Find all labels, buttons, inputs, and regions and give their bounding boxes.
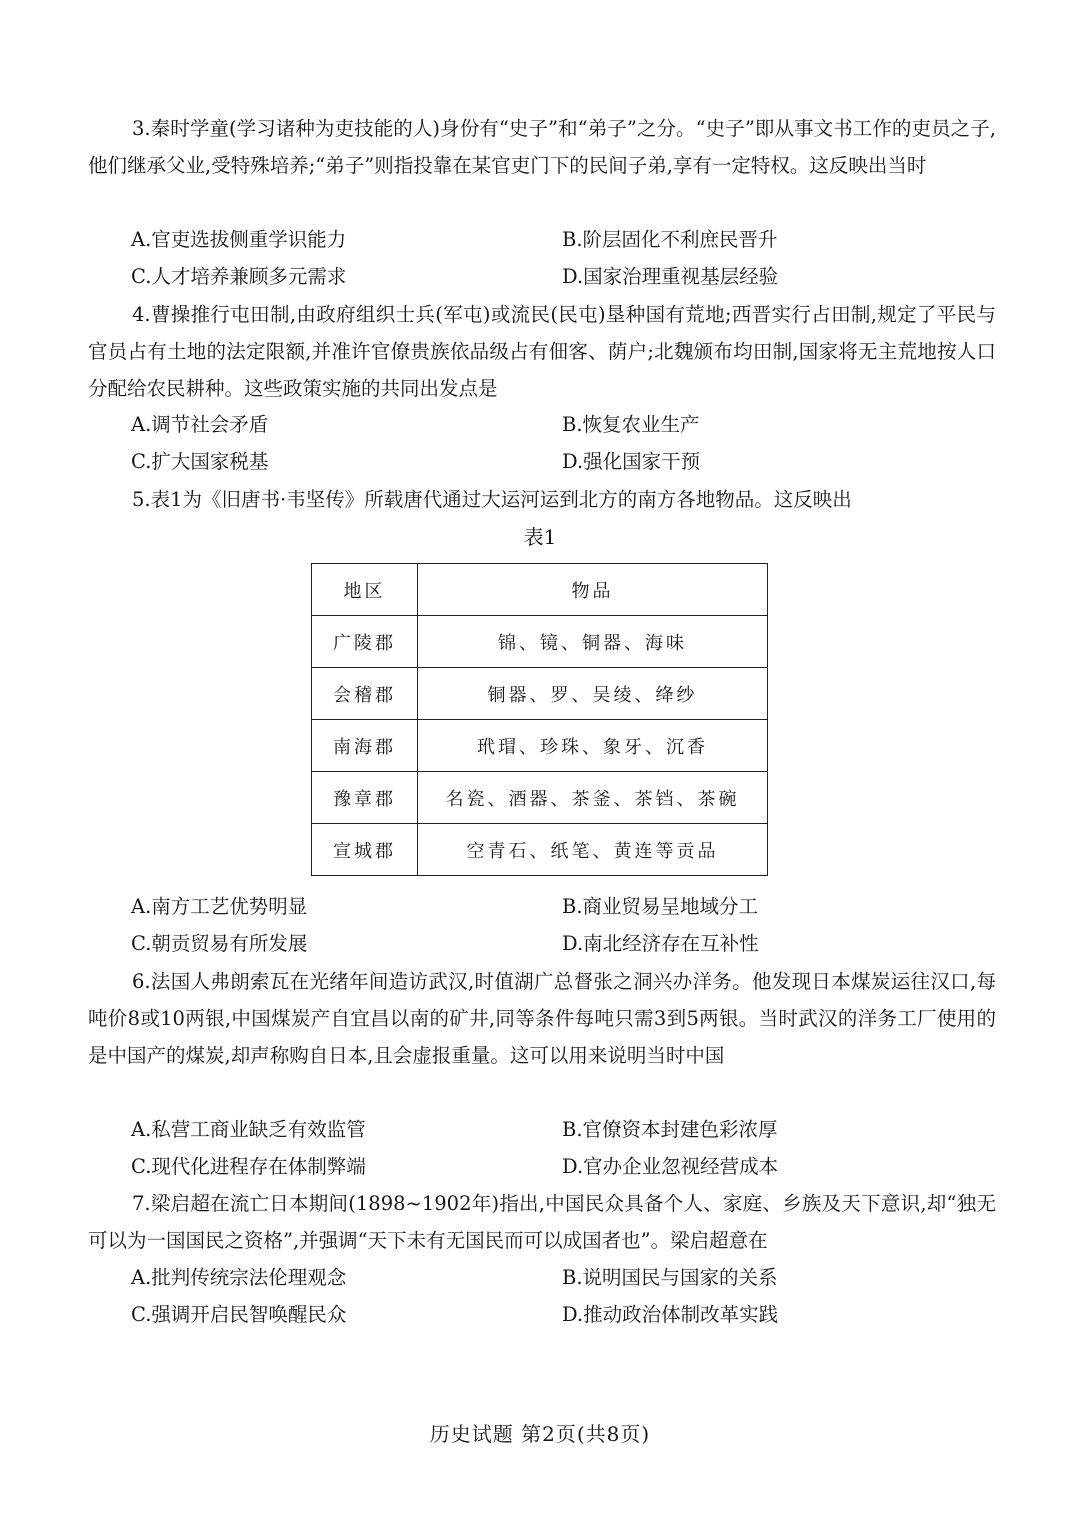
goods-table [311,563,768,876]
option-a: A.南方工艺优势明显 [131,895,308,918]
question-7-options [131,1259,1011,1333]
table-row [312,616,768,668]
question-5-options [131,888,1011,962]
table-cell-goods: 玳瑁、珍珠、象牙、沉香 [418,720,768,772]
option-c: C.人才培养兼顾多元需求 [131,265,347,288]
question-3-text: 3.秦时学童(学习诸种为吏技能的人)身份有“史子”和“弟子”之分。“史子”即从事文书工作的吏员之子,他们继承父业,受特殊培养;“弟子”则指投靠在某官吏门下的民间子弟,享有一定特权。这反映出当时 [88,117,996,177]
question-3-options [131,221,1011,295]
table-row [312,772,768,824]
table-row [312,668,768,720]
question-6-options [131,1111,1011,1185]
option-a: A.调节社会矛盾 [131,413,269,436]
table-header-goods: 物品 [418,564,768,616]
option-b: B.商业贸易呈地域分工 [562,895,759,918]
question-4-text: 4.曹操推行屯田制,由政府组织士兵(军屯)或流民(民屯)垦种国有荒地;西晋实行占田制,规定了平民与官员占有土地的法定限额,并准许官僚贵族依品级占有佃客、荫户;北魏颁布均田制,国家将无主荒地按人口分配给农民耕种。这些政策实施的共同出发点是 [88,303,996,400]
table-cell-region: 南海郡 [312,720,418,772]
option-b: B.官僚资本封建色彩浓厚 [562,1118,778,1141]
question-5-stem [88,481,996,518]
option-c: C.扩大国家税基 [131,450,269,473]
option-c: C.强调开启民智唤醒民众 [131,1303,347,1326]
option-d: D.推动政治体制改革实践 [562,1303,779,1326]
option-b: B.恢复农业生产 [562,413,700,436]
option-b: B.阶层固化不利庶民晋升 [562,228,778,251]
question-4-stem [88,296,996,407]
table-cell-region: 宣城郡 [312,824,418,876]
option-a: A.私营工商业缺乏有效监管 [131,1118,366,1141]
table-cell-region: 会稽郡 [312,668,418,720]
question-6-text: 6.法国人弗朗索瓦在光绪年间造访武汉,时值湖广总督张之洞兴办洋务。他发现日本煤炭运往汉口,每吨价8或10两银,中国煤炭产自宜昌以南的矿井,同等条件每吨只需3到5两银。当时武汉的洋务工厂使用的是中国产的煤炭,却声称购自日本,且会虚报重量。这可以用来说明当时中国 [88,970,996,1067]
option-c: C.朝贡贸易有所发展 [131,932,308,955]
table-row [312,824,768,876]
table-header-region: 地区 [312,564,418,616]
question-6-stem [88,963,996,1074]
option-d: D.强化国家干预 [562,450,701,473]
question-5-text: 5.表1为《旧唐书·韦坚传》所载唐代通过大运河运到北方的南方各地物品。这反映出 [132,488,852,511]
question-4-options [131,406,1011,480]
option-b: B.说明国民与国家的关系 [562,1266,778,1289]
option-d: D.官办企业忽视经营成本 [562,1155,779,1178]
question-7-text: 7.梁启超在流亡日本期间(1898~1902年)指出,中国民众具备个人、家庭、乡族及天下意识,却“独无可以为一国国民之资格”,并强调“天下未有无国民而可以成国者也”。梁启超意在 [88,1192,996,1252]
option-c: C.现代化进程存在体制弊端 [131,1155,366,1178]
option-a: A.官吏选拔侧重学识能力 [131,228,347,251]
question-7-stem [88,1185,996,1259]
table-caption: 表1 [523,525,557,549]
table-cell-region: 豫章郡 [312,772,418,824]
table-cell-goods: 铜器、罗、吴绫、绛纱 [418,668,768,720]
table-cell-goods: 锦、镜、铜器、海味 [418,616,768,668]
option-a: A.批判传统宗法伦理观念 [131,1266,347,1289]
table-row [312,720,768,772]
question-3-stem [88,110,996,184]
table-header-row [312,564,768,616]
table-cell-goods: 名瓷、酒器、茶釜、茶铛、茶碗 [418,772,768,824]
table-cell-region: 广陵郡 [312,616,418,668]
option-d: D.国家治理重视基层经验 [562,265,779,288]
page-footer: 历史试题 第2页(共8页) [429,1422,651,1446]
option-d: D.南北经济存在互补性 [562,932,759,955]
table-cell-goods: 空青石、纸笔、黄连等贡品 [418,824,768,876]
